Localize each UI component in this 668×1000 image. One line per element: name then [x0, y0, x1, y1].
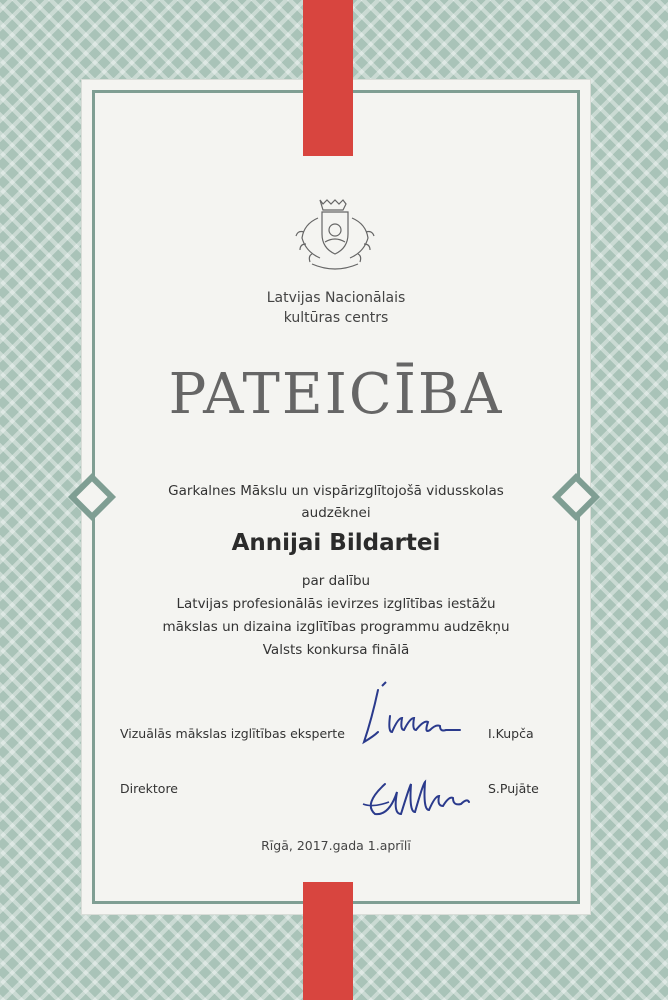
school-name [96, 480, 576, 524]
school-line1: Garkalnes Mākslu un vispārizglītojošā vidusskolas [168, 483, 504, 499]
signature-icon-director [355, 760, 480, 830]
signer-name: S.Pujāte [488, 781, 539, 796]
top-red-ribbon [303, 0, 353, 156]
coat-of-arms-icon [290, 192, 380, 278]
organization-line1: Latvijas Nacionālais [266, 290, 406, 306]
award-description [96, 570, 576, 662]
bottom-red-ribbon [303, 882, 353, 1000]
signer-name: I.Kupča [488, 726, 534, 741]
signer-role: Direktore [120, 781, 178, 796]
body-line2: Latvijas profesionālās ievirzes izglītības iestāžu [176, 596, 496, 612]
organization-name [96, 288, 576, 328]
school-line2: audzēknei [301, 505, 371, 521]
body-line4: Valsts konkursa finālā [262, 642, 410, 658]
body-line1: par dalību [301, 573, 371, 589]
recipient-name: Annijai Bildartei [231, 530, 441, 556]
organization-line2: kultūras centrs [283, 310, 389, 326]
place-and-date: Rīgā, 2017.gada 1.aprīlī [261, 838, 411, 853]
certificate-title: PATEICĪBA [168, 362, 504, 427]
signature-icon-expert [350, 678, 470, 758]
signer-role: Vizuālās mākslas izglītības eksperte [120, 726, 345, 741]
body-line3: mākslas un dizaina izglītības programmu audzēkņu [162, 619, 510, 635]
